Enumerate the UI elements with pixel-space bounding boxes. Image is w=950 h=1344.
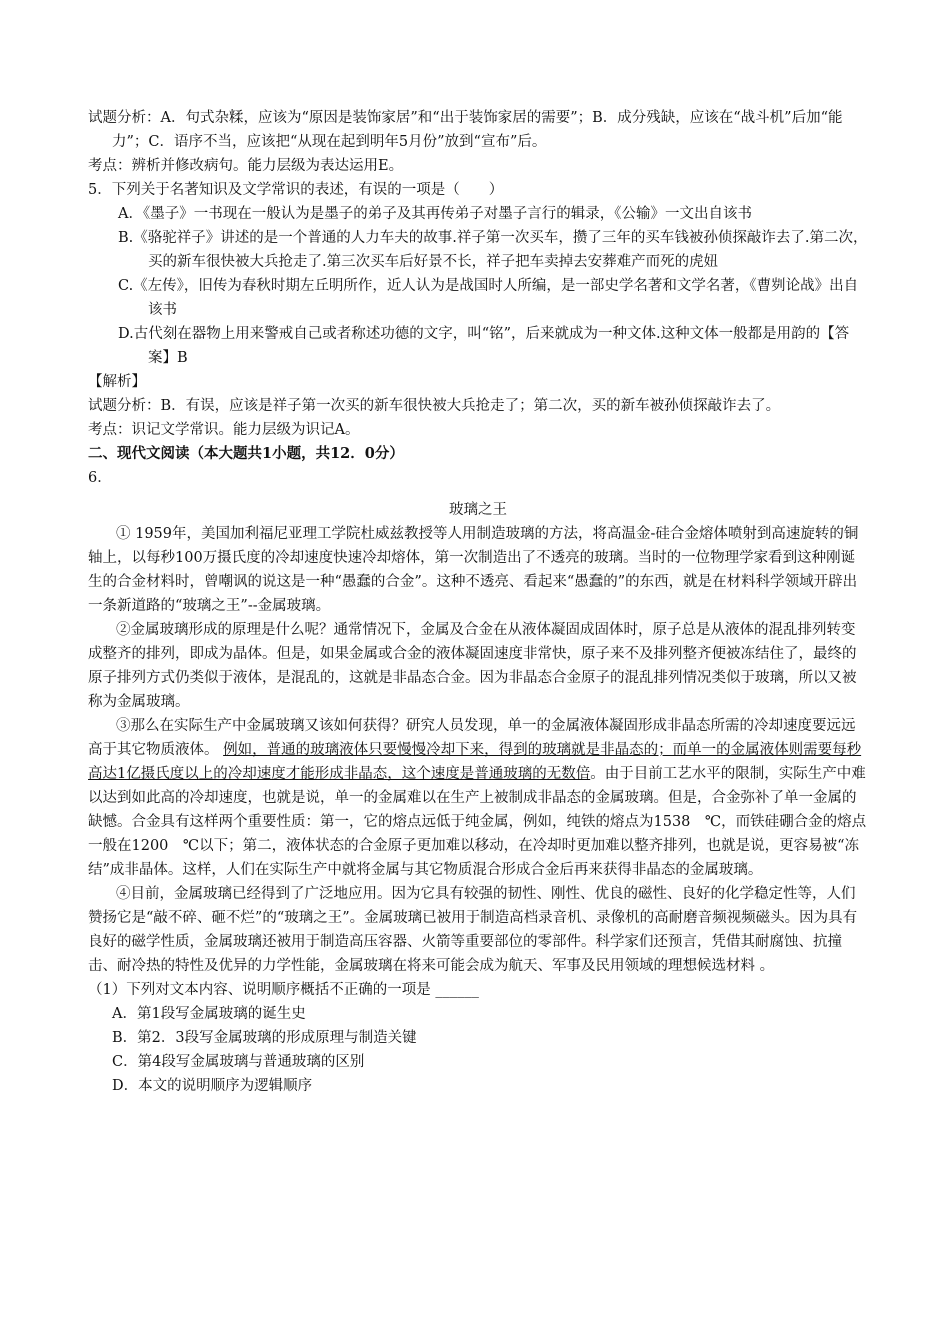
question-5-option-c: C.《左传》，旧传为春秋时期左丘明所作，近人认为是战国时人所编，是一部史学名著和文学名著，《曹刿论战》出自该书	[118, 278, 859, 318]
prev-analysis-text: 试题分析：A．句式杂糅，应该为“原因是装饰家居”和“出于装饰家居的需要”；B．成分残缺，应该在“战斗机”后加“能力”；C．语序不当，应该把“从现在起到明年5月份”放到“宣布”后。	[88, 110, 843, 150]
question-5-option-d: D.古代刻在器物上用来警戒自己或者称述功德的文字，叫“铭”，后来就成为一种文体.这种文体一般都是用韵的【答案】B	[118, 326, 850, 366]
question-5-stem: 5．下列关于名著知识及文学常识的表述，有误的一项是（ ）	[88, 182, 504, 198]
article-title: 玻璃之王	[449, 502, 507, 518]
prev-kaodian: 考点：辨析并修改病句。能力层级为表达运用E。	[88, 158, 404, 174]
article-paragraph-1: ① 1959年，美国加利福尼亚理工学院杜威兹教授等人用制造玻璃的方法，将高温金-硅合金熔体喷射到高速旋转的铜轴上，以每秒100万摄氏度的冷却速度快速冷却熔体，第一次制造出了不透亮的玻璃。当时的一位物理学家看到这种刚诞生的合金材料时，曾嘲讽的说这是一种“愚蠢的合金”。这种不透亮、看起来“愚蠢的”的东西，就是在材料科学领域开辟出一条新道路的“玻璃之王”--金属玻璃。	[88, 526, 859, 614]
document-content	[88, 106, 868, 1098]
article-paragraph-4: ④目前，金属玻璃已经得到了广泛地应用。因为它具有较强的韧性、刚性、优良的磁性、良好的化学稳定性等，人们赞扬它是“敲不碎、砸不烂”的“玻璃之王”。金属玻璃已被用于制造高档录音机、录像机的高耐磨音频视频磁头。因为具有良好的磁学性质，金属玻璃还被用于制造高压容器、火箭等重要部位的零部件。科学家们还预言，凭借其耐腐蚀、抗撞击、耐冷热的特性及优异的力学性能，金属玻璃在将来可能会成为航天、军事及民用领域的理想候选材料 。	[88, 886, 858, 974]
sub-question-1-option-a: A．第1段写金属玻璃的诞生史	[112, 1006, 306, 1022]
article-paragraph-3	[88, 714, 868, 882]
question-5-kaodian: 考点：识记文学常识。能力层级为识记A。	[88, 422, 360, 438]
question-5-analysis: 试题分析：B．有误，应该是祥子第一次买的新车很快被大兵抢走了；第二次，买的新车被孙侦探敲诈去了。	[88, 398, 781, 414]
paragraph-3-intro: ③那么在实际生产中金属玻璃又该如何获得？研究人员发现，单一的金属液体凝固形成非晶态所需的冷却速度要远远高于其它物质液体。	[88, 718, 856, 758]
question-5-option-a: A．《墨子》一书现在一般认为是墨子的弟子及其再传弟子对墨子言行的辑录，《公输》一文出自该书	[118, 206, 752, 222]
section-2-heading: 二、现代文阅读（本大题共1小题，共12．0分）	[88, 445, 404, 462]
sub-question-1-option-c: C．第4段写金属玻璃与普通玻璃的区别	[112, 1054, 365, 1070]
sub-question-1-option-b: B．第2．3段写金属玻璃的形成原理与制造关键	[112, 1030, 417, 1046]
question-6-number: 6．	[88, 470, 112, 486]
paragraph-3-underlined-sentence: 例如，普通的玻璃液体只要慢慢冷却下来，得到的玻璃就是非晶态的；而单一的金属液体则需要每秒高达1亿摄氏度以上的冷却速度才能形成非晶态，这个速度是普通玻璃的无数倍	[88, 742, 862, 782]
question-5-jiexi-label: 【解析】	[88, 374, 146, 390]
paragraph-3-rest: 。由于目前工艺水平的限制，实际生产中难以达到如此高的冷却速度，也就是说，单一的金属难以在生产上被制成非晶态的金属玻璃。但是，合金弥补了单一金属的缺憾。合金具有这样两个重要性质：第一，它的熔点远低于纯金属，例如，纯铁的熔点为1538 ℃，而铁硅硼合金的熔点一般在1200 ℃以下；第二，液体状态的合金原子更加难以移动，在冷却时更加难以整齐排列，也就是说，更容易被“冻结”成非晶体。这样，人们在实际生产中就将金属与其它物质混合形成合金后再来获得非晶态的金属玻璃。	[88, 766, 867, 878]
article-paragraph-2: ②金属玻璃形成的原理是什么呢？通常情况下，金属及合金在从液体凝固成固体时，原子总是从液体的混乱排列转变成整齐的排列，即成为晶体。但是，如果金属或合金的液体凝固速度非常快，原子来不及排列整齐便被冻结住了，最终的原子排列方式仍类似于液体，是混乱的，这就是非晶态合金。因为非晶态合金原子的混乱排列情况类似于玻璃，所以又被称为金属玻璃。	[88, 622, 857, 710]
question-5-option-b: B.《骆驼祥子》讲述的是一个普通的人力车夫的故事.祥子第一次买车，攒了三年的买车钱被孙侦探敲诈去了.第二次，买的新车很快被大兵抢走了.第三次买车后好景不长，祥子把车卖掉去安葬难产而死的虎妞	[118, 230, 868, 270]
sub-question-1-option-d: D．本文的说明顺序为逻辑顺序	[112, 1078, 313, 1094]
sub-question-1-stem: （1）下列对文本内容、说明顺序概括不正确的一项是 ______	[88, 982, 479, 998]
